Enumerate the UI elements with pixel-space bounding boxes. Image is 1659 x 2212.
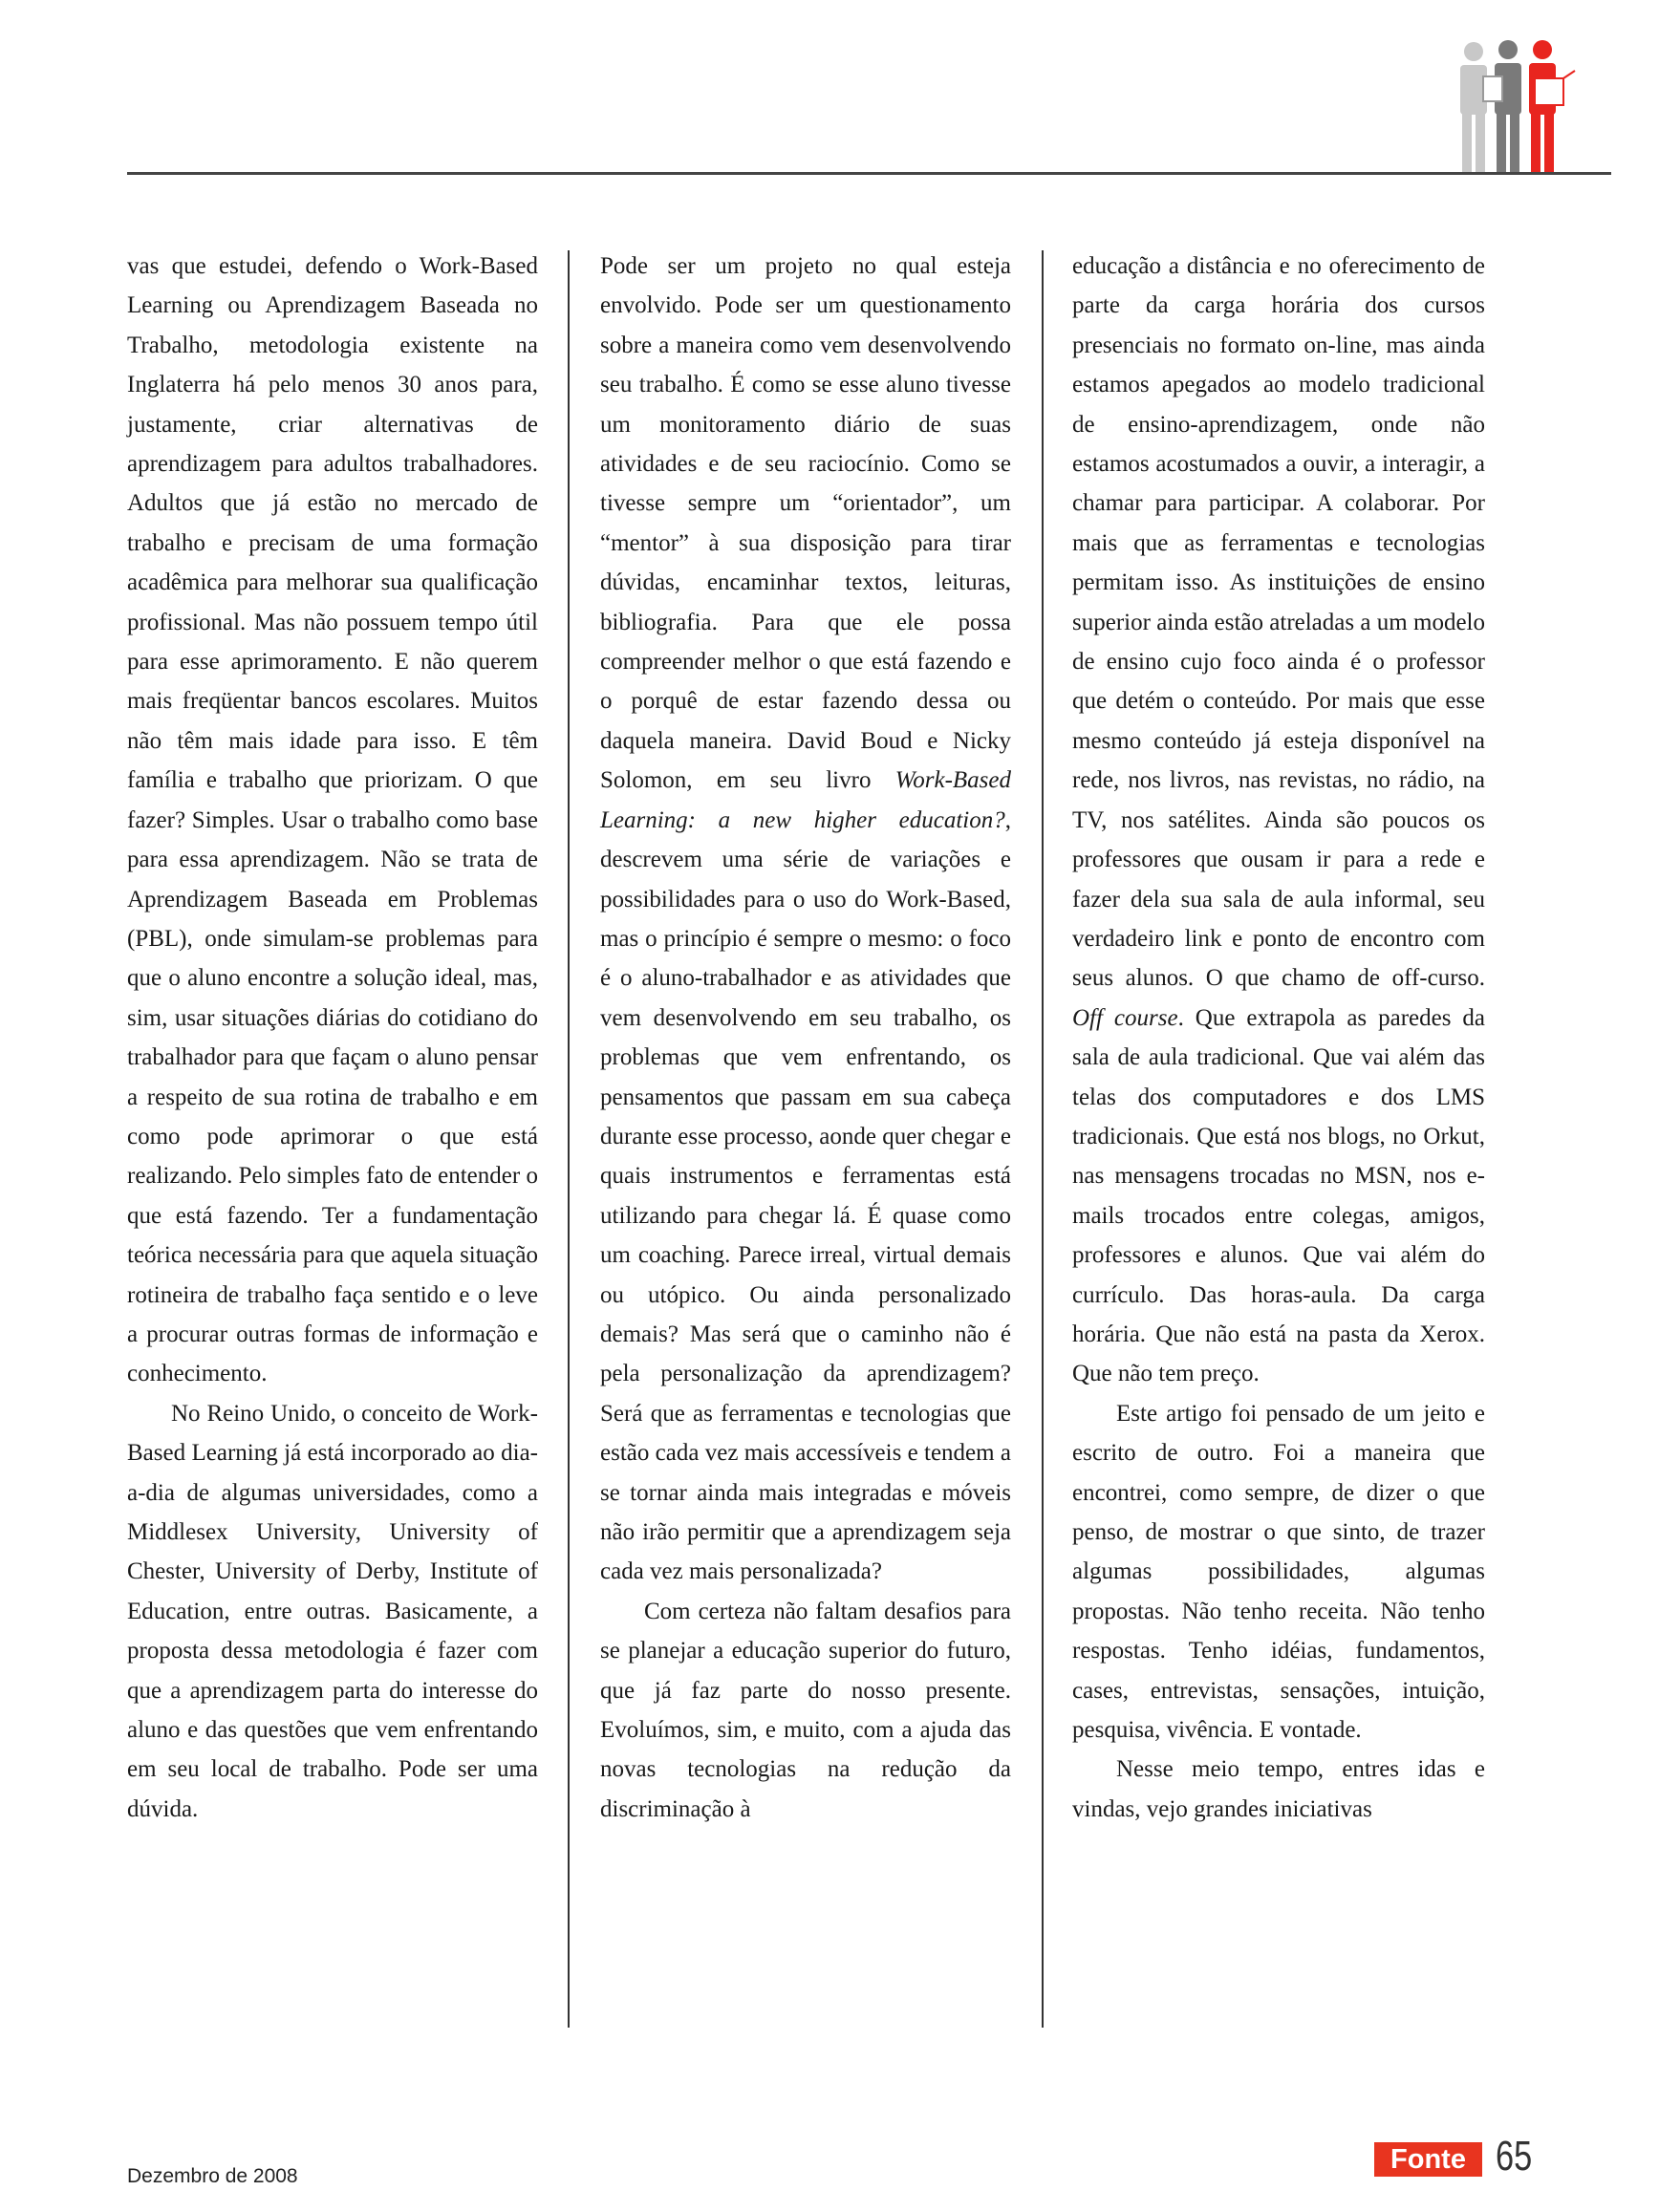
paragraph-text: , descrevem uma série de variações e possibilidades para o uso do Work-Based, mas o princípio é sempre o mesmo: o foco é o aluno-trabalhador e as atividades que vem desenvolvendo em seu trabalho, os problemas que vem enfrentando, os pensamentos que passam em sua cabeça durante esse processo, aonde quer chegar e quais instrumentos e ferramentas está utilizando para chegar lá. É quase como um coaching. Parece irreal, virtual demais ou utópico. Ou ainda personalizado demais? Mas será que o caminho não é pela personalização da aprendizagem? Será que as ferramentas e tecnologias que estão cada vez mais accessíveis e tendem a se tornar ainda mais integradas e móveis não irão permitir que a aprendizagem seja cada vez mais personalizada?	[600, 806, 1011, 1585]
emphasis-text: Off course	[1072, 1004, 1178, 1031]
text-column-1	[127, 247, 538, 1829]
text-column-3	[1072, 247, 1485, 1829]
paragraph: No Reino Unido, o conceito de Work-Based Learning já está incorporado ao dia-a-dia de algumas universidades, como a Middlesex University, University of Chester, University of Derby, Institute of Education, entre outras. Basicamente, a proposta dessa metodologia é fazer com que a aprendizagem parta do interesse do aluno e das questões que vem enfrentando em seu local de trabalho. Pode ser uma dúvida.	[127, 1400, 538, 1822]
paragraph: Nesse meio tempo, entres idas e vindas, vejo grandes iniciativas	[1072, 1756, 1485, 1822]
paragraph	[600, 247, 1011, 1592]
paragraph-text: . Que extrapola as paredes da sala de aula tradicional. Que vai além das telas dos computadores e dos LMS tradicionais. Que está nos blogs, no Orkut, nas mensagens trocadas no MSN, nos e-mails trocados entre colegas, amigos, professores e alunos. Que vai além do currículo. Das horas-aula. Da carga horária. Que não está na pasta da Xerox. Que não tem preço.	[1072, 1004, 1485, 1387]
paragraph: Com certeza não faltam desafios para se planejar a educação superior do futuro, que já faz parte do nosso presente. Evoluímos, sim, e muito, com a ajuda das novas tecnologias na redução da discriminação à	[600, 1598, 1011, 1822]
header-rule	[127, 172, 1611, 175]
paragraph	[1072, 247, 1485, 1394]
column-divider	[568, 250, 570, 2028]
magazine-brand-logo: Fonte	[1374, 2142, 1482, 2177]
paragraph: Este artigo foi pensado de um jeito e escrito de outro. Foi a maneira que encontrei, como sempre, de dizer o que penso, de mostrar o que sinto, de trazer algumas possibilidades, algumas propostas. Não tenho receita. Não tenho respostas. Tenho idéias, fundamentos, cases, entrevistas, sensações, intuição, pesquisa, vivência. E vontade.	[1072, 1400, 1485, 1744]
paragraph-text: Pode ser um projeto no qual esteja envolvido. Pode ser um questionamento sobre a maneira como vem desenvolvendo seu trabalho. É como se esse aluno tivesse um monitoramento diário de suas atividades e de seu raciocínio. Como se tivesse sempre um “orientador”, um “mentor” à sua disposição para tirar dúvidas, encaminhar textos, leituras, bibliografia. Para que ele possa compreender melhor o que está fazendo e o porquê de estar fazendo dessa ou daquela maneira. David Boud e Nicky Solomon, em seu livro	[600, 253, 1011, 794]
paragraph: vas que estudei, defendo o Work-Based Learning ou Aprendizagem Baseada no Trabalho, metodologia existente na Inglaterra há pelo menos 30 anos para, justamente, criar alternativas de aprendizagem para adultos trabalhadores. Adultos que já estão no mercado de trabalho e precisam de uma formação acadêmica para melhorar sua qualificação profissional. Mas não possuem tempo útil para esse aprimoramento. E não querem mais freqüentar bancos escolares. Muitos não têm mais idade para isso. E têm família e trabalho que priorizam. O que fazer? Simples. Usar o trabalho como base para essa aprendizagem. Não se trata de Aprendizagem Baseada em Problemas (PBL), onde simulam-se problemas para que o aluno encontre a solução ideal, mas, sim, usar situações diárias do cotidiano do trabalhador para que façam o aluno pensar a respeito de sua rotina de trabalho e em como pode aprimorar o que está realizando. Pelo simples fato de entender o que está fazendo. Ter a fundamentação teórica necessária para que aquela situação rotineira de trabalho faça sentido e o leve a procurar outras formas de informação e conhecimento.	[127, 253, 538, 1387]
three-people-figures-icon	[1449, 34, 1583, 174]
book-title: Work-Based Learning: a new higher education?	[600, 767, 1011, 833]
page-number: 65	[1496, 2133, 1533, 2180]
footer-date: Dezembro de 2008	[127, 2165, 298, 2187]
paragraph-text: educação a distância e no oferecimento de parte da carga horária dos cursos presenciais no formato on-line, mas ainda estamos apegados ao modelo tradicional de ensino-aprendizagem, onde não estamos acostumados a ouvir, a interagir, a chamar para participar. A colaborar. Por mais que as ferramentas e tecnologias permitam isso. As instituições de ensino superior ainda estão atreladas a um modelo de ensino cujo foco ainda é o professor que detém o conteúdo. Por mais que esse mesmo conteúdo já esteja disponível na rede, nos livros, nas revistas, no rádio, na TV, nos satélites. Ainda são poucos os professores que ousam ir para a rede e fazer dela sua sala de aula informal, seu verdadeiro link e ponto de encontro com seus alunos. O que chamo de off-curso.	[1072, 253, 1485, 992]
text-column-2	[600, 247, 1011, 1829]
column-divider	[1042, 250, 1044, 2028]
